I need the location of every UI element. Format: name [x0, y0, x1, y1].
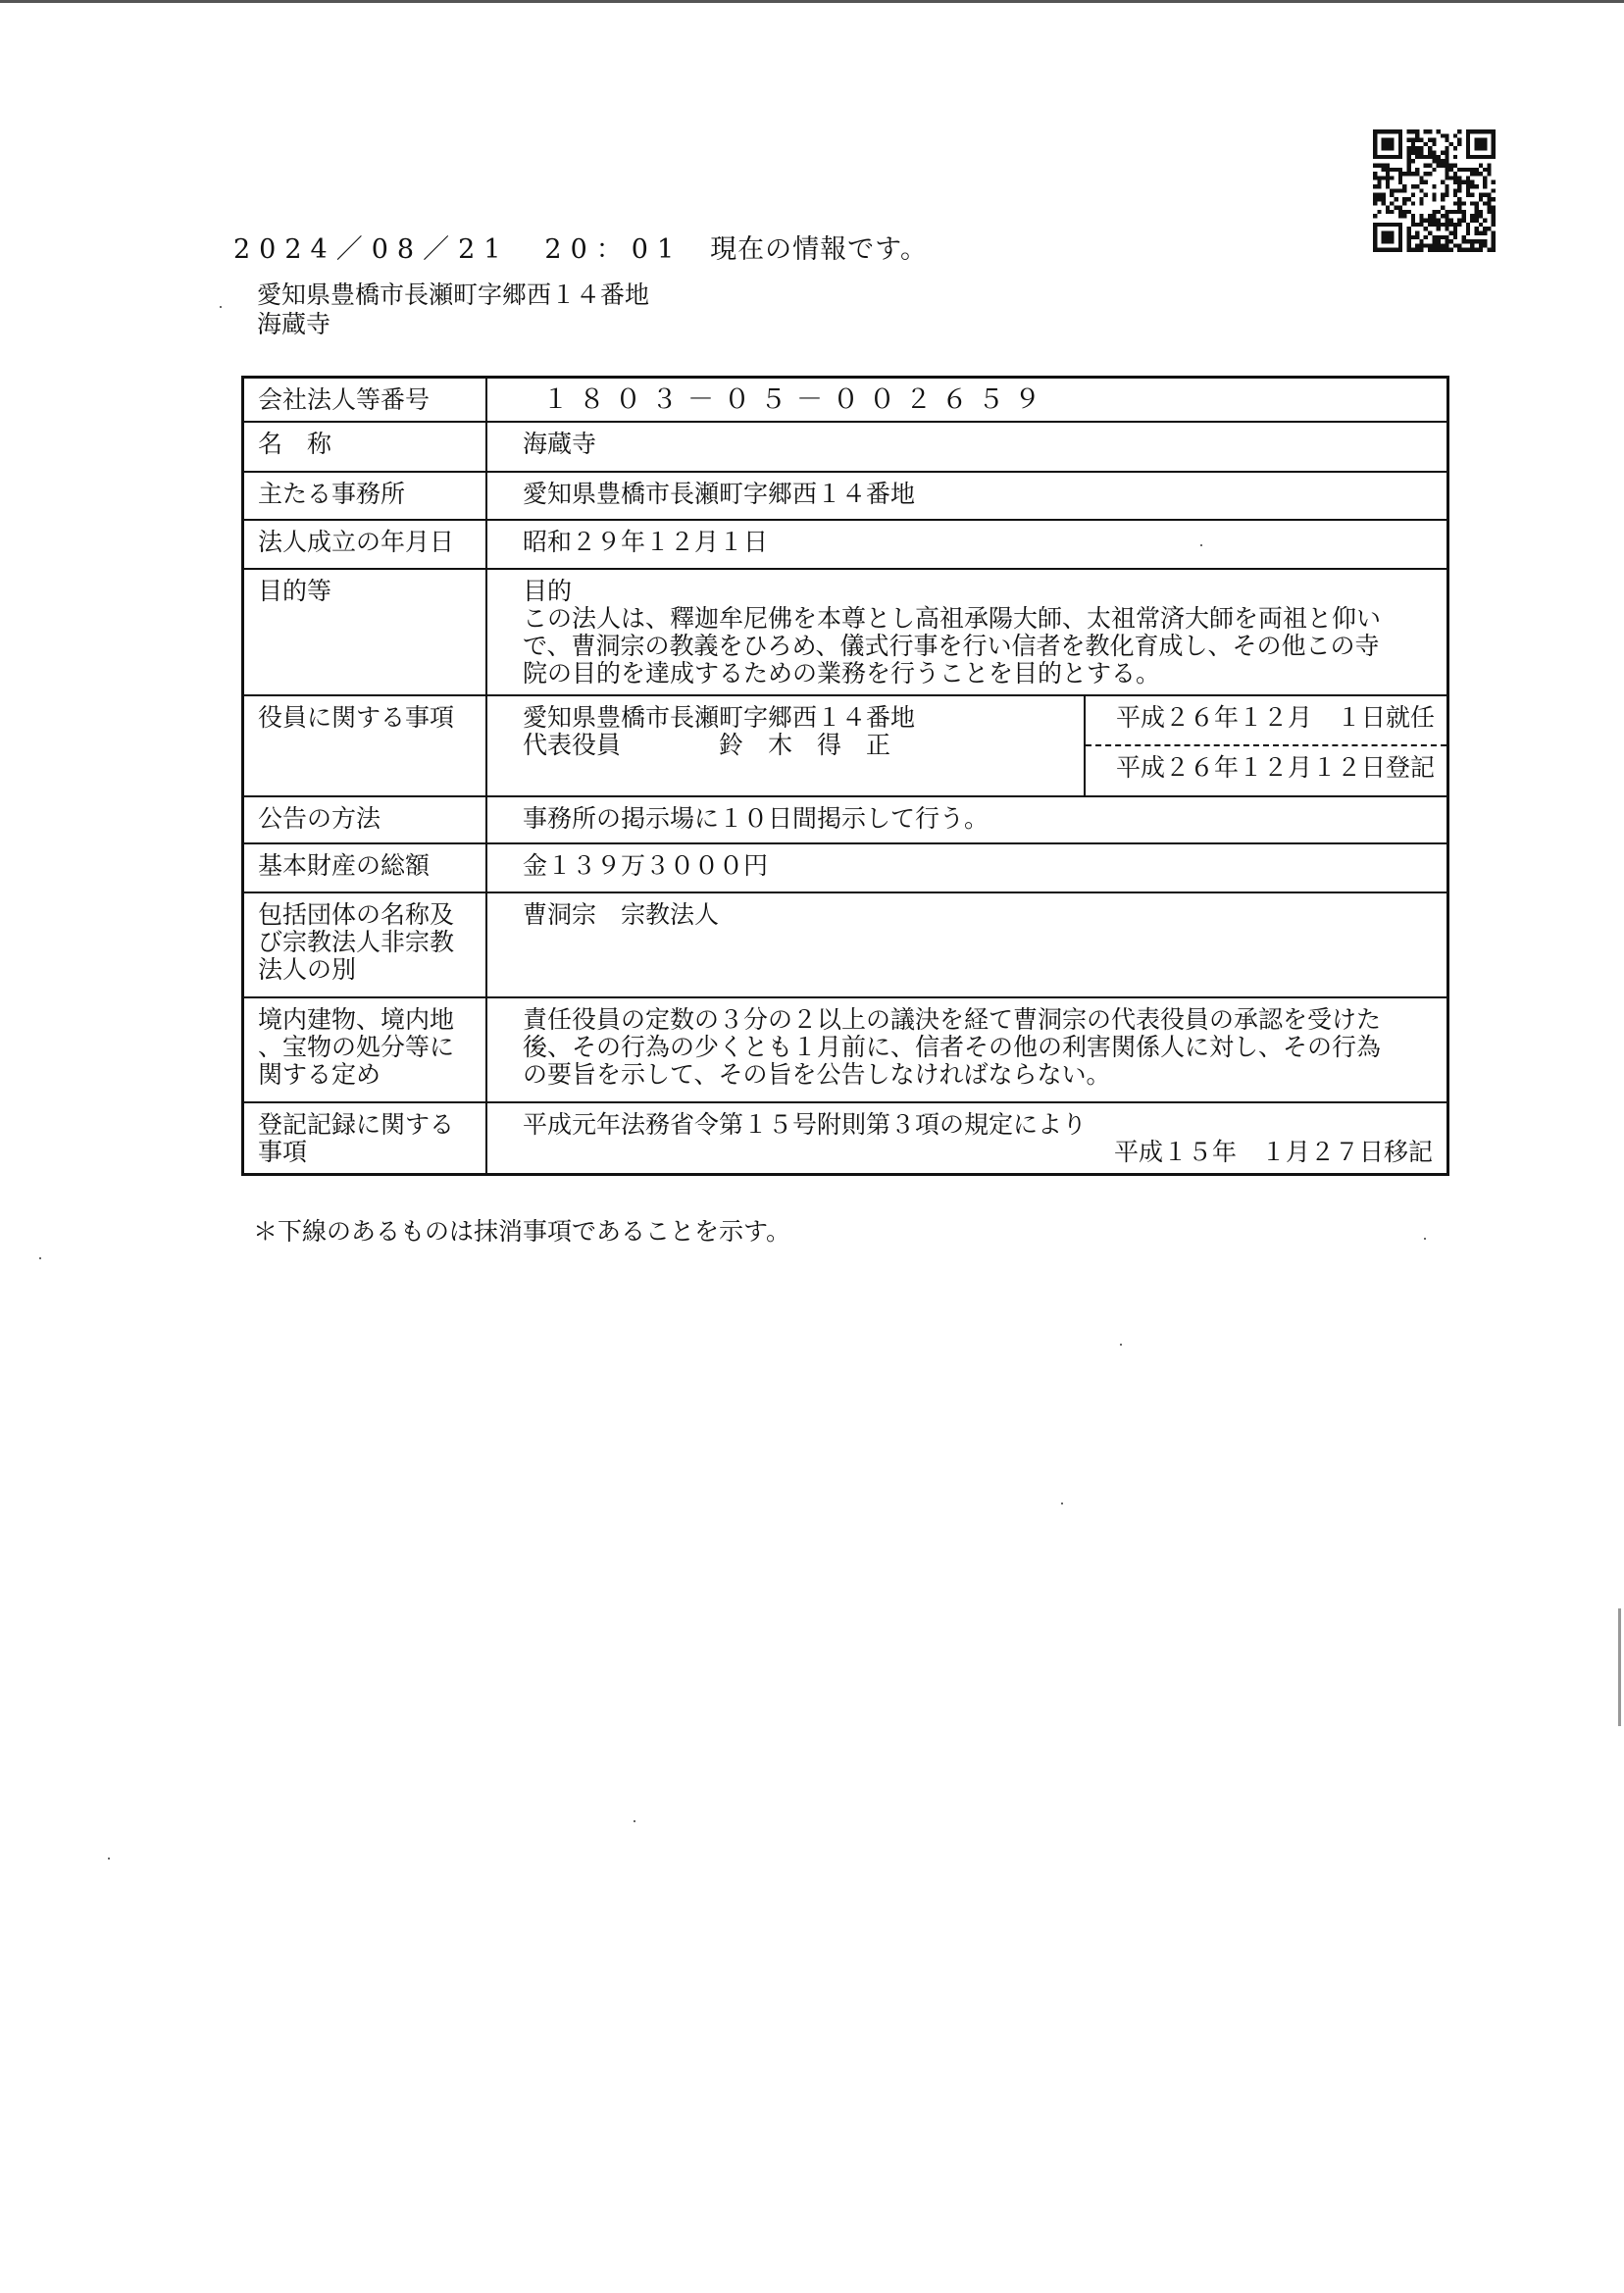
- record-text: 平成元年法務省令第１５号附則第３項の規定により: [523, 1109, 1088, 1139]
- row-notice: [243, 796, 1448, 843]
- value: [486, 997, 1448, 1102]
- officer-dates: [1084, 696, 1446, 795]
- value: 事務所の掲示場に１０日間掲示して行う。: [486, 796, 1448, 843]
- value: 曹洞宗 宗教法人: [486, 892, 1448, 997]
- registered-date: 平成２６年１２月１２日登記: [1115, 753, 1435, 782]
- timestamp: 2024／08／21 20：01: [233, 234, 684, 265]
- row-name: [243, 422, 1448, 472]
- purpose-line: で、曹洞宗の教義をひろめ、儀式行事を行い信者を教化育成し、その他この寺: [523, 631, 1380, 660]
- officer-role-name: 代表役員 鈴 木 得 正: [523, 730, 891, 759]
- value: 愛知県豊橋市長瀬町字郷西１４番地: [486, 472, 1448, 520]
- scan-speck: [220, 306, 222, 308]
- value: 昭和２９年１２月１日: [486, 520, 1448, 569]
- officer-address: 愛知県豊橋市長瀬町字郷西１４番地: [523, 702, 916, 732]
- purpose-line: この法人は、釋迦牟尼佛を本尊とし高祖承陽大師、太祖常済大師を両祖と仰い: [523, 603, 1382, 633]
- row-parent-body: [243, 892, 1448, 997]
- record-date: 平成１５年 １月２７日移記: [1113, 1137, 1433, 1166]
- scan-edge: [1618, 1608, 1621, 1726]
- appointed-date: 平成２６年１２月 １日就任: [1086, 696, 1446, 747]
- timestamp-suffix: 現在の情報です。: [710, 234, 928, 265]
- row-established: [243, 520, 1448, 569]
- scan-speck: [39, 1257, 41, 1259]
- label: 公告の方法: [243, 796, 487, 843]
- address: 愛知県豊橋市長瀬町字郷西１４番地: [257, 280, 650, 309]
- scan-speck: [1061, 1503, 1063, 1504]
- entity-name: 海蔵寺: [257, 310, 331, 338]
- scan-speck: [1200, 544, 1202, 546]
- property-line: 責任役員の定数の３分の２以上の議決を経て曹洞宗の代表役員の承認を受けた: [523, 1004, 1382, 1034]
- value: 金１３９万３０００円: [486, 843, 1448, 892]
- purpose-line: 院の目的を達成するための業務を行うことを目的とする。: [523, 658, 1161, 688]
- purpose-heading: 目的: [523, 576, 573, 605]
- scan-speck: [1120, 1344, 1122, 1346]
- address-block: [257, 280, 649, 339]
- value: [486, 695, 1448, 796]
- row-property-rules: [243, 997, 1448, 1102]
- label: 名 称: [243, 422, 487, 472]
- scan-speck: [634, 1820, 635, 1822]
- scan-speck: [108, 1858, 110, 1860]
- row-office: [243, 472, 1448, 520]
- row-assets: [243, 843, 1448, 892]
- label: 目的等: [243, 569, 487, 695]
- row-record: [243, 1102, 1448, 1175]
- label: 登記記録に関する 事項: [243, 1102, 487, 1175]
- officer-info: [487, 696, 1084, 795]
- row-purpose: [243, 569, 1448, 695]
- value: [486, 569, 1448, 695]
- label: 法人成立の年月日: [243, 520, 487, 569]
- qr-code: [1373, 129, 1496, 252]
- property-line: 後、その行為の少くとも１月前に、信者その他の利害関係人に対し、その行為: [523, 1032, 1382, 1061]
- label: 役員に関する事項: [243, 695, 487, 796]
- scan-edge: [0, 0, 1624, 3]
- label: 基本財産の総額: [243, 843, 487, 892]
- label: 境内建物、境内地 、宝物の処分等に 関する定め: [243, 997, 487, 1102]
- row-corp-number: [243, 378, 1448, 422]
- scan-speck: [1424, 1238, 1426, 1240]
- property-line: の要旨を示して、その旨を公告しなければならない。: [523, 1059, 1111, 1089]
- value: １８０３－０５－００２６５９: [486, 378, 1448, 422]
- row-officers: [243, 695, 1448, 796]
- label: 包括団体の名称及 び宗教法人非宗教 法人の別: [243, 892, 487, 997]
- footnote: ＊下線のあるものは抹消事項であることを示す。: [253, 1217, 791, 1246]
- label: 会社法人等番号: [243, 378, 487, 422]
- info-timestamp: [233, 228, 928, 266]
- value: [486, 1102, 1448, 1175]
- label: 主たる事務所: [243, 472, 487, 520]
- value: 海蔵寺: [486, 422, 1448, 472]
- registry-table: [241, 376, 1449, 1176]
